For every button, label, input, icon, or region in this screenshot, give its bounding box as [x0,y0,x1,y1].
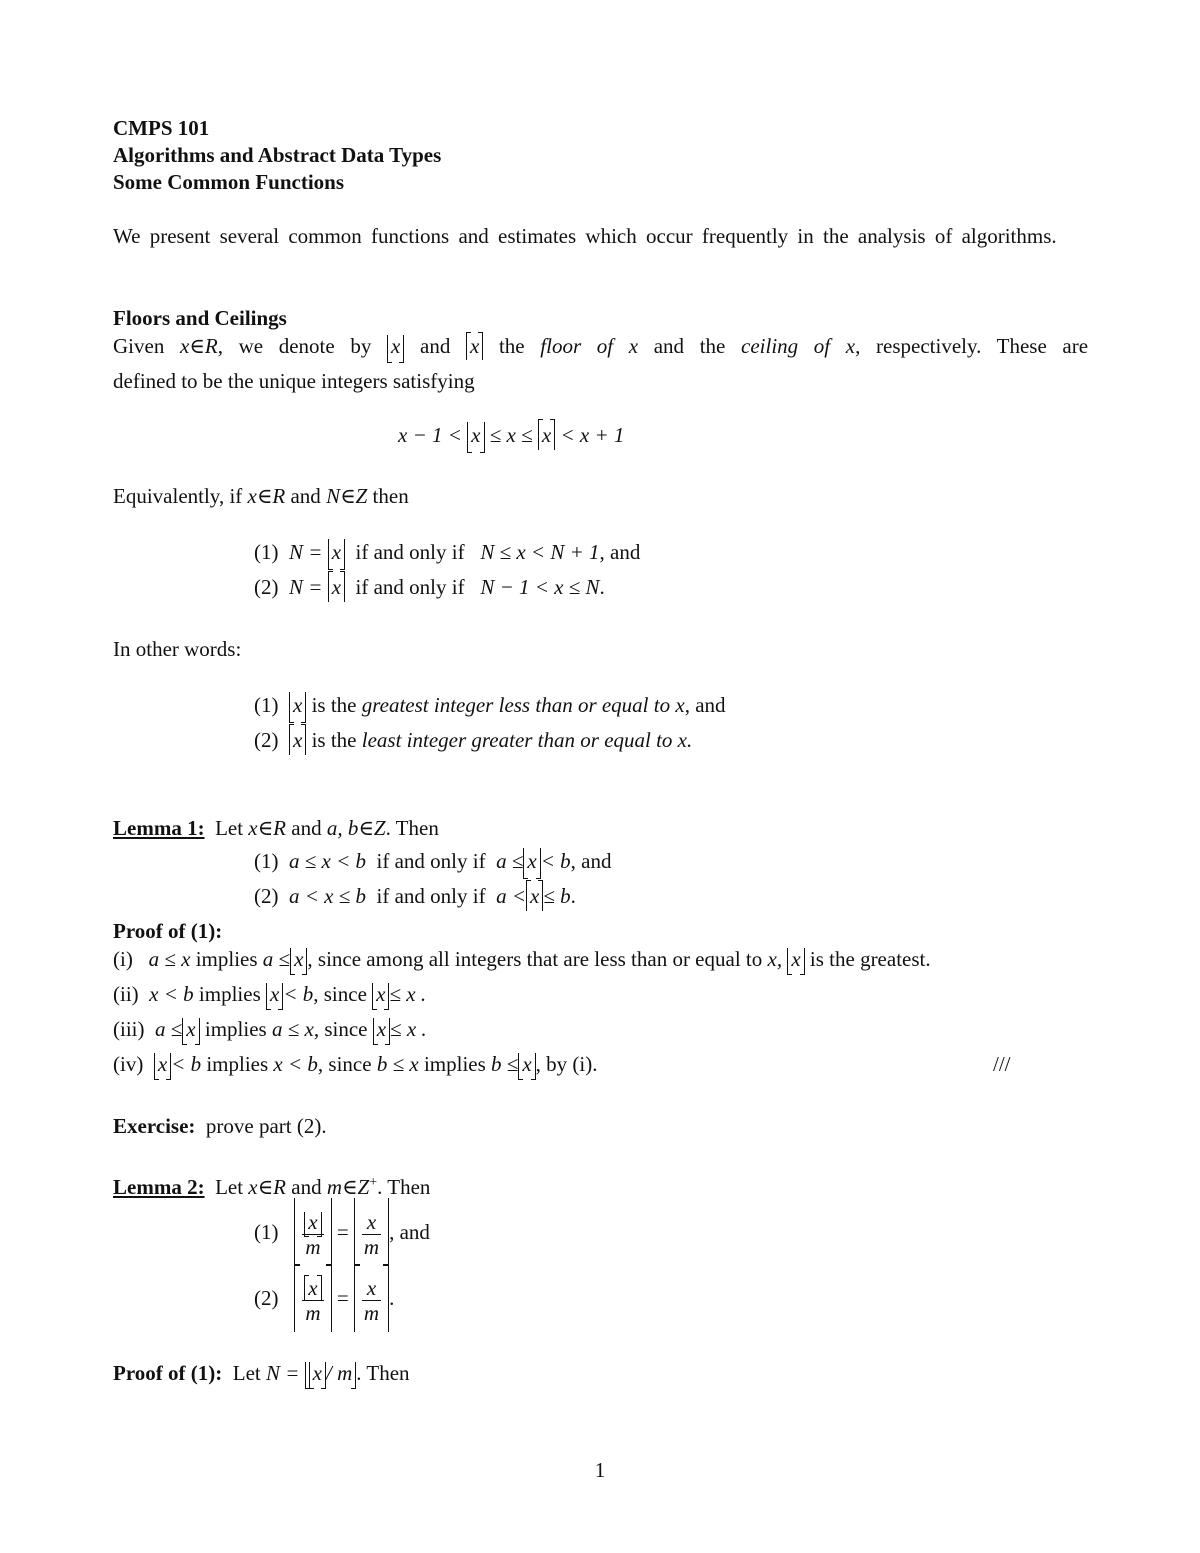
text: , we denote by [217,334,372,358]
math-x-in-R: x∈R [248,816,286,840]
text: and [290,484,321,508]
text: . Then [356,1361,410,1385]
floor-x: x [289,690,306,720]
math: ≤ x . [390,1017,427,1041]
text: , since [313,982,367,1006]
item-number: (1) [254,540,279,564]
numerator [302,1276,323,1301]
floor-x: x [328,537,345,567]
exercise-label: Exercise: [113,1114,196,1138]
text: and [291,816,322,840]
text: , by (i). [535,1052,598,1076]
text: . [599,575,605,599]
text: , and [599,540,641,564]
floor-x: x [787,946,804,972]
lemma-2-label: Lemma 2: [113,1175,205,1199]
text: if and only if [376,884,486,908]
section-heading-floors: Floors and Ceilings [113,306,287,330]
proof-step-iii [113,1016,427,1042]
math: a ≤ x < b [289,849,367,873]
floor-x: x [266,981,283,1007]
text: Let [232,1361,261,1385]
ceiling-x: x [304,1276,321,1300]
text: is the [311,728,357,752]
text: and [291,1175,322,1199]
math: a < x ≤ b [289,884,367,908]
math: a ≤ [155,1017,183,1041]
defining-inequality [398,420,624,450]
text: , respectively. These are [855,334,1089,358]
floor-x: x [304,1210,321,1234]
math: ≤ x . [389,982,427,1006]
floor-x: x [373,1016,390,1042]
outer-ceiling [294,1264,331,1332]
proof-step-iv [113,1051,1033,1077]
math: < b [540,849,571,873]
other-words-item-2 [254,725,692,755]
step-number: (iii) [113,1017,145,1041]
equals: = [336,1286,349,1310]
least-integer-phrase: least integer greater than or equal to x. [361,728,693,752]
in-other-words: In other words: [113,637,242,661]
math: a ≤ x [271,1017,314,1041]
text: implies [423,1052,486,1076]
lemma-2-item-1 [254,1198,430,1266]
text: . Then [377,1175,431,1199]
ceiling-x: x [538,420,555,450]
math: N = [289,575,323,599]
fraction [302,1276,323,1325]
proof-step-i [113,946,931,972]
math-x-in-R: x∈R [247,484,286,508]
fraction [302,1210,323,1259]
course-code: CMPS 101 [113,116,210,140]
intro-paragraph: We present several common functions and estimates which occur frequently in the analysis of algorithms. [113,224,1057,248]
text: , since [313,1017,368,1041]
text: implies [198,982,261,1006]
lemma-1-item-1 [254,846,611,876]
math: < b [283,982,314,1006]
greatest-integer-phrase: greatest integer less than or equal to x [361,693,685,717]
proof-lemma-2 [113,1360,410,1386]
lemma-1-statement [113,815,439,841]
step-number: (ii) [113,982,139,1006]
outer-floor [354,1198,389,1266]
outer-floor [305,1360,357,1386]
item-number: (2) [254,575,279,599]
math-m-in-Z: m∈Z [326,1175,370,1199]
doc-title: Algorithms and Abstract Data Types [113,143,442,167]
fraction [362,1276,381,1325]
proof-step-ii [113,981,426,1007]
math: a ≤ x [148,947,191,971]
text: if and only if [376,849,486,873]
doc-subtitle: Some Common Functions [113,170,345,194]
proof-label: Proof of (1): [113,919,223,943]
text: is the [311,693,357,717]
math: N = [289,540,323,564]
math: b ≤ [491,1052,519,1076]
item-number: (2) [254,1286,279,1310]
math: / m [326,1361,353,1385]
text: x, [767,947,783,971]
denominator: m [305,1300,321,1325]
exercise [113,1113,327,1139]
text: , and [684,693,726,717]
qed-mark: /// [993,1052,1011,1076]
other-words-item-1 [254,690,726,720]
ceiling-x: x [526,881,543,911]
math: b ≤ x [376,1052,419,1076]
text: Let [215,816,244,840]
ineq-mid: ≤ x ≤ [489,423,533,447]
proof-label: Proof of (1): [113,1361,223,1385]
floor-x: x [309,1360,326,1386]
denominator: m [363,1234,380,1259]
definition-line-1 [113,333,1088,360]
item-number: (1) [254,1220,279,1244]
fraction [362,1210,381,1259]
outer-ceiling [354,1264,389,1332]
floor-x: x [372,981,389,1007]
math: N = [265,1361,300,1385]
ceiling-x: x [466,333,483,360]
equivalence-item-2 [254,572,605,602]
numerator: x [362,1276,381,1301]
step-number: (i) [113,947,133,971]
math: a ≤ [262,947,291,971]
exercise-text: prove part (2). [205,1114,327,1138]
outer-floor [294,1198,331,1266]
ineq-right: < x + 1 [560,423,625,447]
math-x-in-R: x∈R [179,334,218,358]
text: and the [653,334,726,358]
item-number: (1) [254,849,279,873]
math-x-in-R: x∈R [248,1175,286,1199]
definition-line-2: defined to be the unique integers satisfying [113,369,475,393]
math: x < b [273,1052,318,1076]
math: a ≤ [496,849,524,873]
math: N ≤ x < N + 1 [480,540,600,564]
text: if and only if [355,575,465,599]
floor-x: x [154,1051,171,1077]
item-number: (1) [254,693,279,717]
text: , and [389,1220,430,1244]
text: Given [113,334,165,358]
text: is the greatest. [809,947,931,971]
equals: = [336,1220,349,1244]
lemma-1-label: Lemma 1: [113,816,205,840]
text: , and [570,849,612,873]
math-N-in-Z: N∈Z [326,484,368,508]
superscript-plus: + [369,1175,378,1190]
denominator: m [363,1300,380,1325]
equivalently-line [113,483,409,509]
item-number: (2) [254,884,279,908]
lemma-2-statement [113,1170,430,1200]
floor-x: x [523,846,540,876]
text: implies [195,947,258,971]
lemma-1-item-2 [254,881,576,911]
step-number: (iv) [113,1052,144,1076]
text: Let [215,1175,244,1199]
page-number: 1 [594,1458,606,1482]
ceiling-x: x [289,725,306,755]
numerator: x [362,1210,381,1235]
text: then [372,484,409,508]
floor-x: x [182,1016,199,1042]
ceiling-of-x-term: ceiling of x [741,334,856,358]
text: the [498,334,525,358]
math-ab-in-Z: a, b∈Z [326,816,386,840]
text: , since among all integers that are less than or equal to [307,947,763,971]
text: and [420,334,451,358]
text: . [389,1286,395,1310]
numerator [302,1210,323,1235]
ceiling-x: x [328,572,345,602]
math: ≤ b [543,884,571,908]
ineq-left: x − 1 < [398,423,462,447]
text: . Then [385,816,439,840]
item-number: (2) [254,728,279,752]
floor-x: x [387,333,404,360]
floor-x: x [467,420,484,450]
text: Equivalently, if [113,484,243,508]
denominator: m [305,1234,321,1259]
text: , since [317,1052,372,1076]
equivalence-item-1 [254,537,640,567]
floor-x: x [290,946,307,972]
math: N − 1 < x ≤ N [480,575,600,599]
math: x < b [149,982,194,1006]
text: implies [206,1052,269,1076]
floor-of-x-term: floor of x [540,334,639,358]
floor-x: x [518,1051,535,1077]
math: < b [171,1052,202,1076]
lemma-2-item-2 [254,1264,394,1332]
text: . [570,884,576,908]
math: a < [496,884,527,908]
text: if and only if [355,540,465,564]
text: implies [204,1017,267,1041]
